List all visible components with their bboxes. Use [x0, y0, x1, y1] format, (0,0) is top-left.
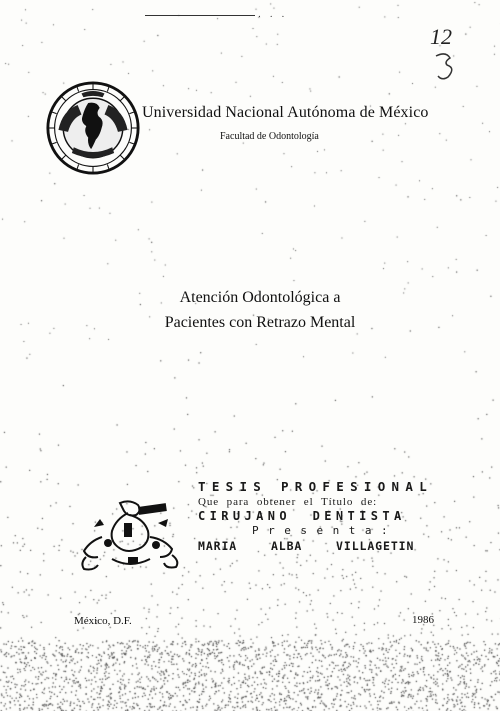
university-name: Universidad Nacional Autónoma de México [142, 104, 429, 121]
presents-label: Presenta: [252, 524, 398, 537]
thesis-title-line-2: Pacientes con Retrazo Mental [164, 314, 356, 331]
aztec-glyph-icon [72, 497, 190, 575]
page-mark [414, 20, 474, 84]
author-name: MARIA ALBA VILLAGETIN [198, 539, 415, 553]
page-mark-scribble [436, 54, 452, 79]
place: México, D.F. [74, 615, 132, 627]
faculty-name: Facultad de Odontología [220, 131, 319, 142]
page-mark-number: 12 [430, 24, 452, 49]
unam-seal-icon [45, 80, 141, 176]
thesis-type: TESIS PROFESIONAL [198, 479, 434, 494]
year: 1986 [412, 614, 434, 626]
top-dots: . . . [258, 10, 288, 20]
degree-title: CIRUJANO DENTISTA [198, 509, 406, 523]
thesis-info [198, 479, 438, 553]
thesis-purpose: Que para obtener el Título de: [198, 496, 378, 508]
thesis-title [120, 285, 400, 335]
top-rule [145, 15, 255, 16]
thesis-title-line-1: Atención Odontológica a [179, 289, 341, 306]
